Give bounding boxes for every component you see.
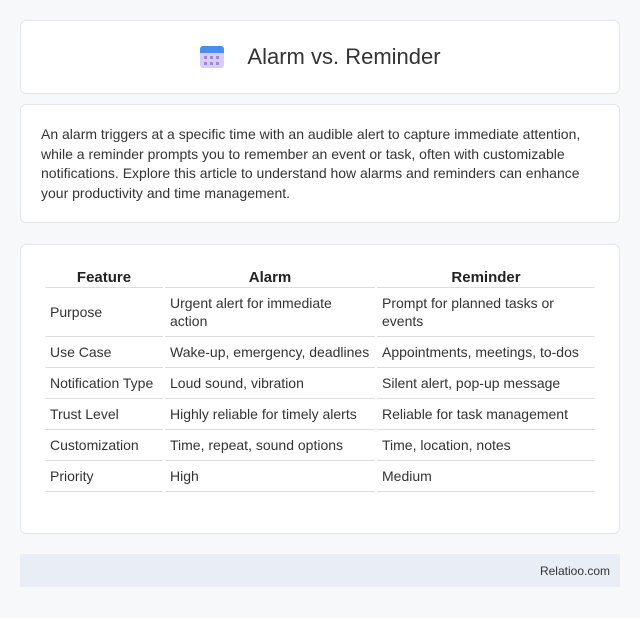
calendar-icon: [199, 44, 225, 70]
table-row: [45, 337, 595, 368]
title-card: [20, 20, 620, 94]
cell-alarm: Urgent alert for immediate action: [165, 288, 375, 337]
table-card: [20, 244, 620, 534]
cell-reminder: Silent alert, pop-up message: [377, 368, 595, 399]
cell-feature: Use Case: [45, 337, 163, 368]
cell-alarm: Time, repeat, sound options: [165, 430, 375, 461]
intro-card: [20, 104, 620, 223]
header-reminder: Reminder: [377, 265, 595, 288]
cell-alarm: High: [165, 461, 375, 492]
table-header-row: [45, 265, 595, 288]
cell-feature: Notification Type: [45, 368, 163, 399]
table-row: [45, 368, 595, 399]
table-row: [45, 461, 595, 492]
cell-alarm: Loud sound, vibration: [165, 368, 375, 399]
cell-feature: Trust Level: [45, 399, 163, 430]
cell-feature: Priority: [45, 461, 163, 492]
cell-reminder: Time, location, notes: [377, 430, 595, 461]
cell-reminder: Appointments, meetings, to-dos: [377, 337, 595, 368]
header-feature: Feature: [45, 265, 163, 288]
cell-reminder: Reliable for task management: [377, 399, 595, 430]
table-row: [45, 430, 595, 461]
cell-feature: Customization: [45, 430, 163, 461]
cell-reminder: Prompt for planned tasks or events: [377, 288, 595, 337]
page-title: Alarm vs. Reminder: [247, 44, 441, 69]
cell-reminder: Medium: [377, 461, 595, 492]
footer: [20, 554, 620, 587]
table-row: [45, 399, 595, 430]
comparison-table: [43, 265, 597, 492]
header-alarm: Alarm: [165, 265, 375, 288]
cell-alarm: Wake-up, emergency, deadlines: [165, 337, 375, 368]
footer-brand[interactable]: Relatioo.com: [539, 563, 610, 578]
cell-feature: Purpose: [45, 288, 163, 337]
table-row: [45, 288, 595, 337]
cell-alarm: Highly reliable for timely alerts: [165, 399, 375, 430]
intro-text: An alarm triggers at a specific time with an audible alert to capture immediate attention, while a reminder prompts you to remember an event or task, often with customizable notifications. Explore this article to understand how alarms and reminders can enhance your productivity and time management.: [41, 126, 581, 201]
